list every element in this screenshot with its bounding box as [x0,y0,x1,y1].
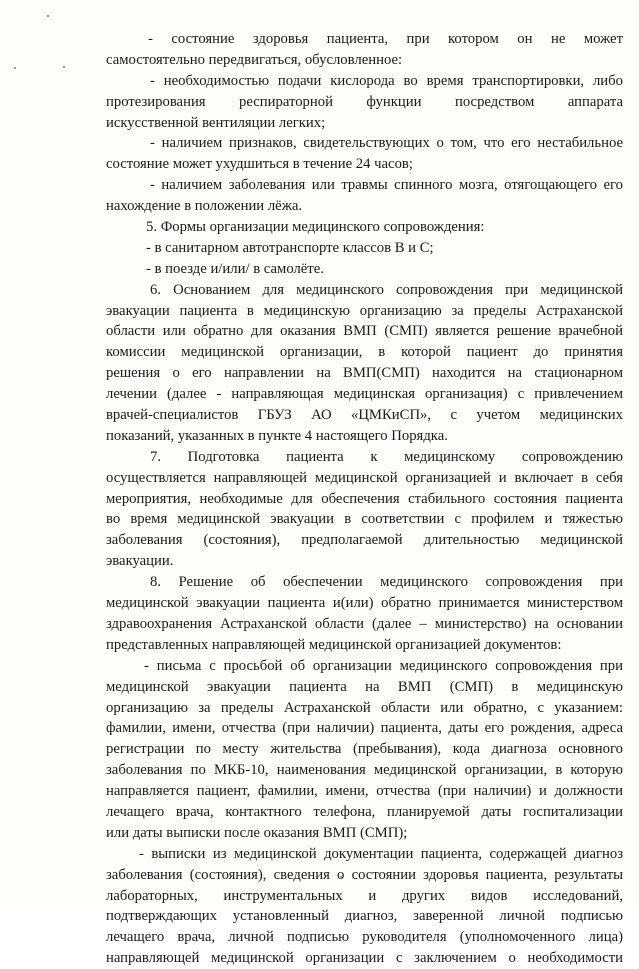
text-line: 5. Формы организации медицинского сопровождения: [146,219,485,236]
text-line: решения о его направлении на ВМП(СМП) находится на стационарном [106,365,623,382]
text-line: - в поезде и/или/ в самолёте. [146,260,324,277]
text-line: - состояние здоровья пациента, при котором он не может [148,31,623,47]
text-line: показаний, указанных в пункте 4 настоящего Порядка. [106,427,448,444]
text-line: - наличием признаков, свидетельствующих о том, что его нестабильное [150,135,623,152]
text-line: направляется пациент, фамилии, имени, отчества (при наличии) и должности [106,783,623,800]
text-line: области или обратно для оказания ВМП (СМП) является решение врачебной [106,323,623,340]
text-line: 6. Основанием для медицинского сопровождения при медицинской [150,281,623,298]
text-line: медицинской эвакуации пациента и(или) обратно принимается министерством [106,595,623,612]
text-line: заболевания (состояния), сведения о состоянии здоровья пациента, результаты [106,866,623,883]
text-line: мероприятия, необходимые для обеспечения стабильного состояния пациента [106,490,623,507]
text-line: 8. Решение об обеспечении медицинского сопровождения при [150,574,623,591]
text-line: медицинской эвакуации пациента на ВМП (СМП) в медицинскую [106,678,623,695]
document-body [106,29,623,969]
text-line: организацию за пределы Астраханской области или обратно, с указанием: [106,699,623,716]
text-line: или даты выписки после оказания ВМП (СМП); [106,824,408,841]
text-line: лечащего врача, личной подписью руководителя (уполномоченного лица) [106,929,623,946]
text-line: 7. Подготовка пациента к медицинскому сопровождению [150,448,623,465]
text-line: - письма с просьбой об организации медицинского сопровождения при [144,657,623,674]
text-line: врачей-специалистов ГБУЗ АО «ЦМКиСП», с учетом медицинских [106,407,623,424]
text-line: подтверждающих установленный диагноз, заверенной личной подписью [106,908,623,925]
text-line: лечащего врача, контактного телефона, планируемой даты госпитализации [106,803,623,820]
text-line: нахождение в положении лёжа. [106,198,303,215]
text-line: фамилии, имени, отчества (при наличии) пациента, даты его рождения, адреса [106,720,623,737]
text-line: самостоятельно передвигаться, обусловленное: [106,51,403,68]
text-line: искусственной вентиляции легких; [106,114,326,131]
text-line: состояние может ухудшиться в течение 24 часов; [106,156,413,173]
text-line: направляющей медицинской организации с заключением о необходимости [106,950,623,967]
text-line: эвакуации пациента в медицинскую организацию за пределы Астраханской [106,302,623,319]
text-line: регистрации по месту жительства (пребывания), кода диагноза основного [106,741,623,758]
text-line: протезирования респираторной функции посредством аппарата [106,93,623,110]
text-line: - необходимостью подачи кислорода во время транспортировки, либо [150,72,623,89]
text-line: заболевания (состояния), предполагаемой длительностью медицинской [106,532,623,549]
text-line: лабораторных, инструментальных и других видов исследований, [106,887,623,904]
text-line: лечении (далее - направляющая медицинская организация) с привлечением [106,386,623,403]
text-line: эвакуации. [106,553,174,570]
text-line: - выписки из медицинской документации пациента, содержащей диагноз [139,845,623,862]
text-line: осуществляется направляющей медицинской организацией и включает в себя [106,469,623,486]
text-line: заболевания по МКБ-10, наименования медицинской организации, в которую [106,762,623,779]
text-line: - наличием заболевания или травмы спинного мозга, отягощающего его [150,177,623,194]
text-line: комиссии медицинской организации, в которой пациент до принятия [106,344,623,361]
text-line: представленных направляющей медицинской организацией документов: [106,636,562,653]
text-line: - в санитарном автотранспорте классов В и С; [146,239,434,256]
text-line: во время медицинской эвакуации в соответствии с профилем и тяжестью [106,511,623,528]
text-line: здравоохранения Астраханской области (далее – министерство) на основании [106,615,623,632]
